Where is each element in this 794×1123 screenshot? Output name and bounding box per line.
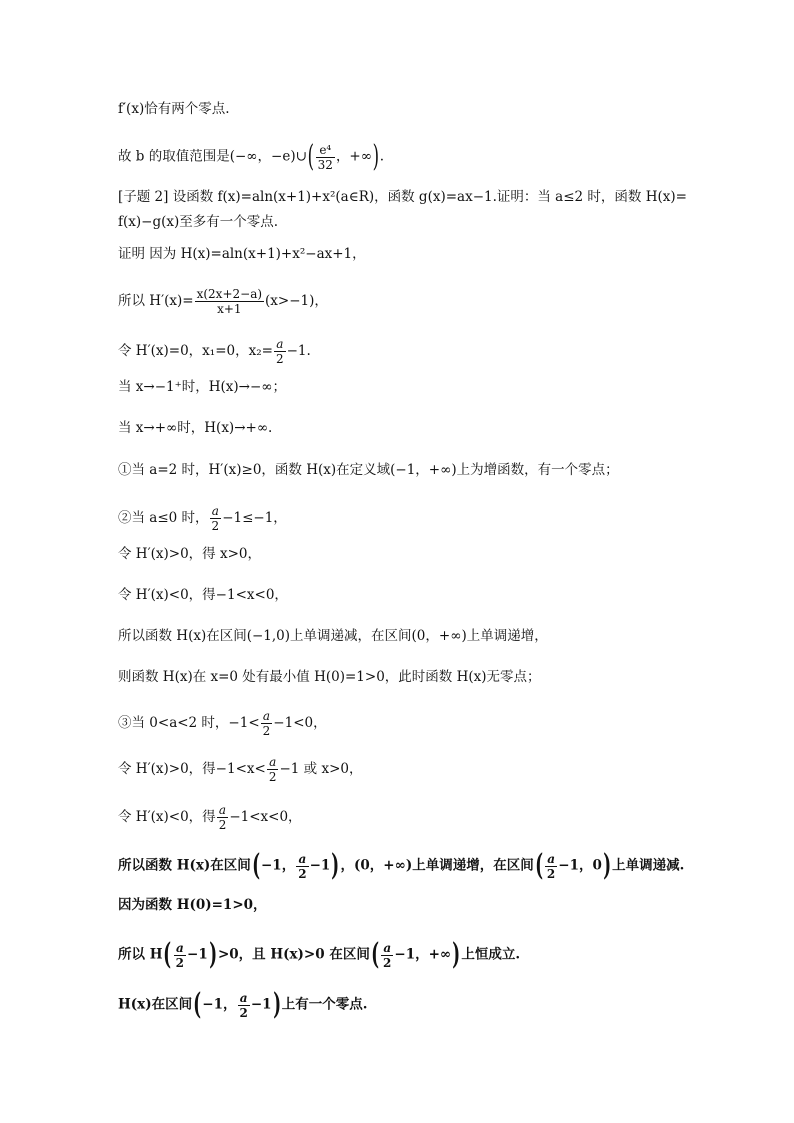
text: >0，且 H(x)>0 在区间 (217, 946, 370, 963)
text: −1， (260, 857, 296, 874)
fraction: $\frac{x(2x+2-a)}{x+1}$ (196, 287, 263, 316)
line-21 (118, 987, 368, 1022)
line-2: 故 b 的取值范围是(−∞，−e)∪( $\frac{\text{e⁴}}{32}$ ，+∞). (118, 139, 385, 174)
line-3b (118, 213, 278, 231)
text: 所以函数 H(x)在区间(−1,0)上单调递减，在区间(0，+∞)上单调递增， (118, 628, 548, 644)
text: 所以 H′(x)= (118, 293, 194, 309)
right-paren: ) (331, 848, 340, 883)
text: ，(0，+∞)上单调递增，在区间 (340, 857, 534, 874)
line-19 (118, 896, 267, 914)
left-paren: ( (371, 937, 379, 972)
text: H(x)在区间 (118, 996, 193, 1013)
text: 上单调递减. (612, 857, 685, 874)
fraction: $\frac{a}{2}$ (298, 851, 307, 881)
line-18 (118, 848, 685, 883)
line-10 (118, 504, 287, 533)
text: 所以 H (118, 946, 163, 963)
line-16 (118, 755, 362, 784)
line-1 (118, 100, 230, 118)
text: 上有一个零点. (281, 996, 368, 1013)
text: −1 (187, 946, 208, 963)
right-paren: ) (372, 139, 380, 174)
line-13 (118, 627, 548, 645)
line-12 (118, 586, 288, 604)
left-paren: ( (251, 848, 260, 883)
fraction: $\frac{a}{2}$ (268, 755, 277, 784)
fraction: $\frac{a}{2}$ (275, 337, 284, 366)
left-paren: ( (163, 937, 172, 972)
text: ，+∞ (335, 148, 372, 165)
fraction: $\frac{a}{2}$ (262, 709, 271, 738)
right-paren: ) (452, 937, 461, 972)
text: 令 H′(x)>0，得 x>0， (118, 546, 261, 562)
fraction: $\frac{a}{2}$ (546, 851, 556, 881)
text: f(x)−g(x)至多有一个零点. (118, 214, 279, 230)
text: (x>−1)， (265, 293, 328, 309)
text: −1 (250, 996, 272, 1013)
line-3 (118, 188, 687, 206)
line-5 (118, 287, 328, 316)
right-paren: ) (272, 987, 281, 1022)
text: −1，0 (558, 857, 602, 874)
text: 上恒成立. (461, 946, 521, 963)
text: 当 x→−1⁺时，H(x)→−∞； (118, 379, 287, 395)
left-paren: ( (193, 987, 202, 1022)
right-paren: ) (208, 937, 217, 972)
line-14 (118, 668, 541, 686)
line-20 (118, 937, 521, 972)
text: 当 x→+∞时，H(x)→+∞. (118, 420, 273, 436)
text: −1≤−1， (222, 510, 287, 526)
fraction: $\frac{a}{2}$ (383, 940, 392, 970)
text: ①当 a=2 时，H′(x)≥0，函数 H(x)在定义域(−1，+∞)上为增函数，有一个零点； (118, 462, 619, 478)
fraction: $\frac{a}{2}$ (218, 803, 227, 832)
text: −1. (286, 343, 311, 359)
text: −1，+∞ (394, 946, 452, 963)
fraction: $\frac{a}{2}$ (211, 504, 220, 533)
text: 令 H′(x)=0，x₁=0，x₂= (118, 343, 273, 359)
text: 则函数 H(x)在 x=0 处有最小值 H(0)=1>0，此时函数 H(x)无零点； (118, 669, 541, 685)
text: ②当 a≤0 时， (118, 510, 209, 526)
text: −1 (309, 857, 331, 874)
left-paren: ( (307, 139, 315, 174)
line-8 (118, 419, 272, 437)
fraction: $\frac{a}{2}$ (175, 940, 185, 970)
text: 所以函数 H(x)在区间 (118, 857, 251, 874)
line-7 (118, 378, 286, 396)
line-11 (118, 545, 261, 563)
text: [子题 2] 设函数 f(x)=aln(x+1)+x²(a∈R)，函数 g(x)=ax−1.证明：当 a≤2 时，函数 H(x)= (118, 189, 687, 205)
line-15 (118, 709, 327, 738)
text: −1 或 x>0， (279, 761, 363, 777)
text: 证明 因为 H(x)=aln(x+1)+x²−ax+1， (118, 246, 366, 262)
left-paren: ( (534, 848, 543, 883)
line-17 (118, 803, 302, 832)
text: 因为函数 H(0)=1>0， (118, 897, 267, 913)
text: 令 H′(x)<0，得 (118, 809, 216, 825)
text: 令 H′(x)<0，得−1<x<0， (118, 587, 288, 603)
right-paren: ) (603, 848, 611, 883)
text: 故 b 的取值范围是(−∞，−e)∪ (118, 148, 307, 165)
line-9 (118, 461, 619, 479)
line-6 (118, 337, 311, 366)
text: −1<0， (273, 715, 327, 731)
fraction: $\frac{\text{e⁴}}{32}$ (317, 142, 333, 172)
text: ③当 0<a<2 时，−1< (118, 715, 260, 731)
text: −1， (202, 996, 237, 1013)
text: f′(x)恰有两个零点. (118, 101, 230, 117)
fraction: $\frac{a}{2}$ (239, 990, 248, 1020)
text: −1<x<0， (229, 809, 302, 825)
text: 令 H′(x)>0，得−1<x< (118, 761, 266, 777)
line-4 (118, 245, 366, 263)
